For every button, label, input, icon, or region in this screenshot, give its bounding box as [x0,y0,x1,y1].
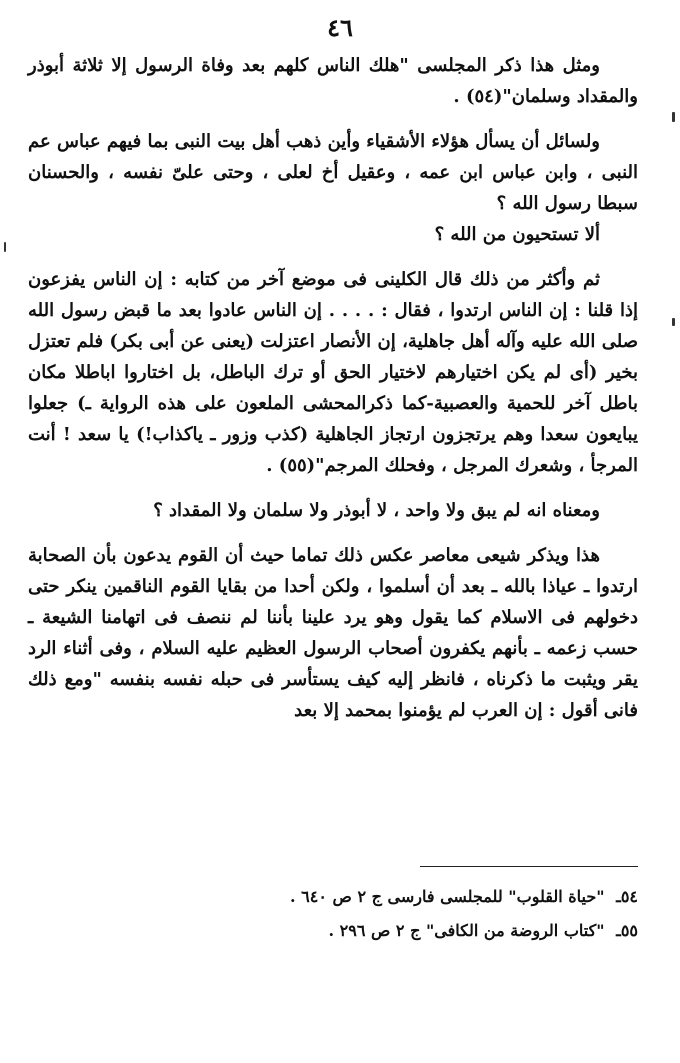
footnotes [78,880,638,948]
footnote-55 [78,914,638,948]
paragraph-5: ومعناه انه لم يبق ولا واحد ، لا أبوذر ولا سلمان ولا المقداد ؟ [153,500,600,521]
footnote-54 [78,880,638,914]
footnote-number: ٥٤ـ [616,887,638,906]
paragraph-2: ولسائل أن يسأل هؤلاء الأشقياء وأين ذهب أهل بيت النبى بما فيهم عباس عم النبى ، وابن عباس ابن عمه ، وعقيل أخ لعلى ، وحتى علىّ نفسه ، والحسنان سبطا رسول الله ؟ [28,131,638,214]
footnote-text: "كتاب الروضة من الكافى" ج ٢ ص ٢٩٦ . [328,921,605,940]
paragraph-1: ومثل هذا ذكر المجلسى "هلك الناس كلهم بعد وفاة الرسول إلا ثلاثة أبوذر والمقداد وسلمان"(٥٤) . [28,55,638,107]
margin-mark [4,242,6,252]
paragraph-4: ثم وأكثر من ذلك قال الكلينى فى موضع آخر من كتابه : إن الناس يفزعون إذا قلنا : إن الناس ارتدوا ، فقال : . . . . إن الناس عادوا بعد ما قبض رسول الله صلى الله عليه وآله أهل جاهلية، إن الأنصار اعتزلت (يعنى عن أبى بكر) فلم تعتزل بخير (أى لم يكن اختيارهم لاختيار الحق أو ترك الباطل، بل اختاروا اباطلا مكان باطل آخر للحمية والعصبية-كما ذكرالمحشى الملعون على هذه الرواية ـ) جعلوا يبايعون سعدا وهم يرتجزون ارتجاز الجاهلية (كذب وزور ـ ياكذاب!) يا سعد ! أنت المرجأ ، وشعرك المرجل ، وفحلك المرجم"(٥٥) . [28,269,638,476]
footnote-text: "حياة القلوب" للمجلسى فارسى ج ٢ ص ٦٤٠ . [290,887,605,906]
paragraph-3: ألا تستحيون من الله ؟ [434,224,600,245]
page-number: ٤٦ [327,13,353,42]
margin-mark [672,112,675,122]
margin-mark [672,318,675,326]
footnote-divider [420,866,638,867]
paragraph-6: هذا ويذكر شيعى معاصر عكس ذلك تماما حيث أن القوم يدعون بأن الصحابة ارتدوا ـ عياذا بالله ـ بعد أن أسلموا ، ولكن أحدا من بقايا القوم الناقمين ينكر حتى دخولهم فى الاسلام كما يقول وهو يرد علينا بأننا لم ننصف فى اتهامنا الشيعة ـ حسب زعمه ـ بأنهم يكفرون أصحاب الرسول العظيم عليه السلام ، وفى أثناء الرد يقر ويثبت ما ذكرناه ، فانظر إليه كيف يستأسر فى حبله نفسه بنفسه "ومع ذلك فانى أقول : إن العرب لم يؤمنوا بمحمد إلا بعد [28,545,638,721]
main-text [28,50,638,726]
footnote-number: ٥٥ـ [616,921,638,940]
